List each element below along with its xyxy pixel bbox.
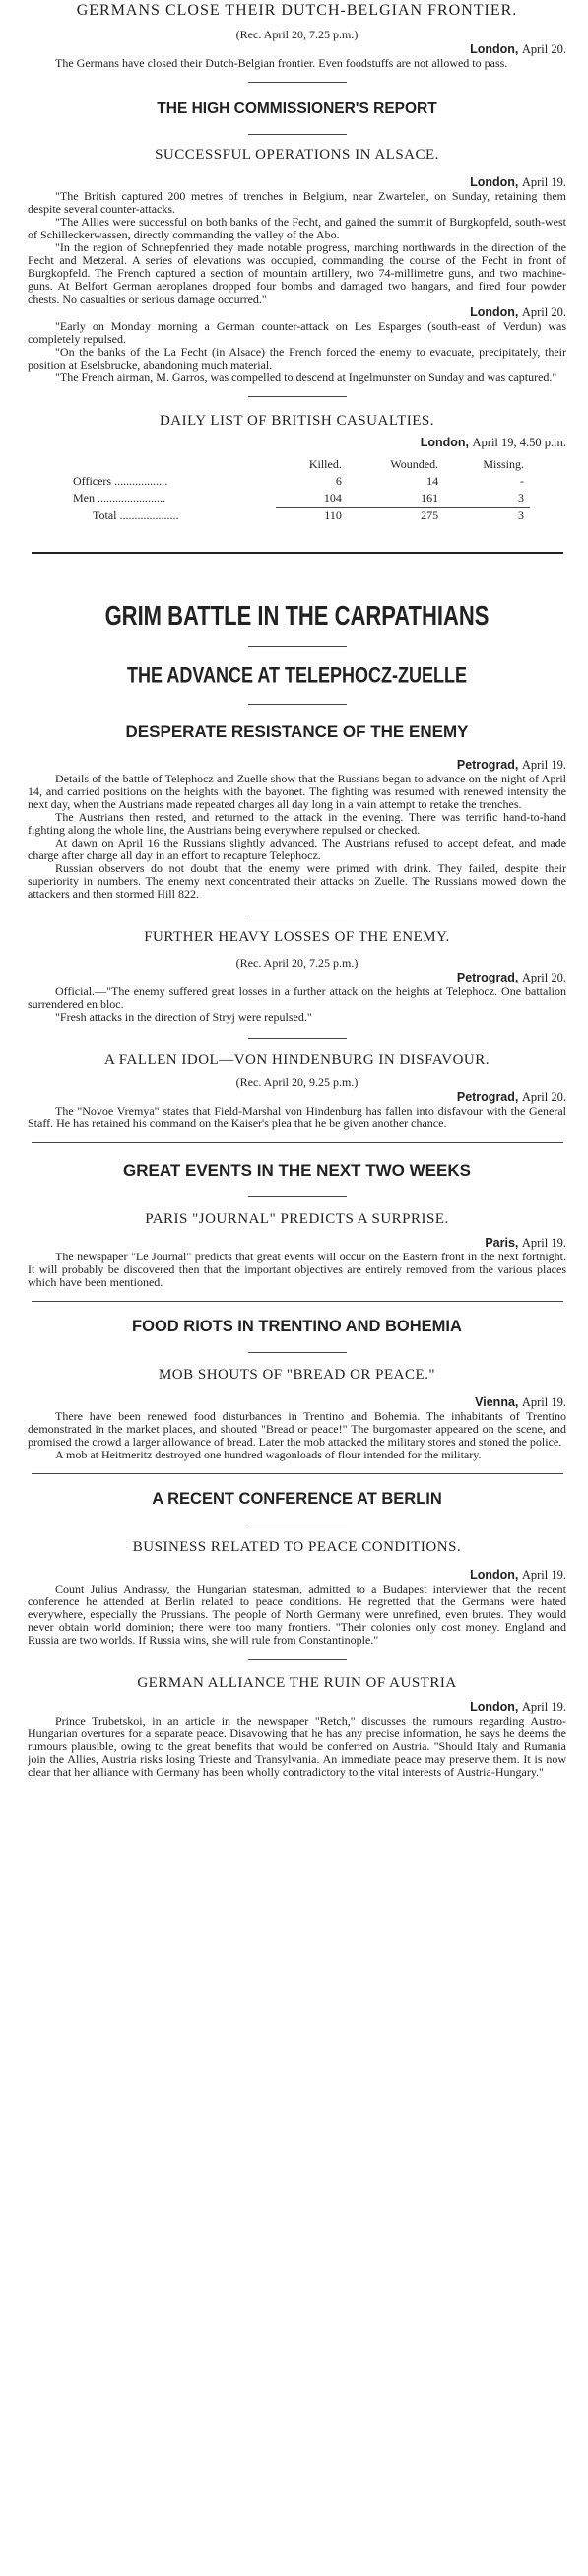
dateline-date: April 19, 4.50 p.m. — [472, 436, 566, 449]
article-title: GERMAN ALLIANCE THE RUIN OF AUSTRIA — [137, 1675, 457, 1691]
article-title: GERMANS CLOSE THEIR DUTCH-BELGIAN FRONTIER. — [76, 2, 518, 19]
article-headline: GRIM BATTLE IN THE CARPATHIANS — [104, 599, 490, 631]
table-row — [67, 473, 530, 490]
paragraph: The Austrians then rested, and returned to the attack in the evening. There was terrific hand-to-hand fighting along the whole line, the Austrians being everywhere repulsed or checked. — [28, 810, 566, 837]
article-subtitle: BUSINESS RELATED TO PEACE CONDITIONS. — [132, 1539, 462, 1555]
article-headline: GREAT EVENTS IN THE NEXT TWO WEEKS — [123, 1161, 471, 1180]
article-high-commissioner — [28, 101, 566, 384]
cell: 3 — [444, 490, 530, 508]
divider — [32, 1142, 563, 1143]
dateline-date: April 20. — [521, 971, 566, 984]
article-title: FURTHER HEAVY LOSSES OF THE ENEMY. — [144, 929, 450, 945]
cell: 6 — [335, 474, 342, 488]
article-further-losses — [28, 929, 566, 1024]
article-great-events — [28, 1161, 566, 1289]
casualty-table — [67, 456, 530, 524]
table-total-row — [67, 508, 530, 525]
article-title: A FALLEN IDOL—VON HINDENBURG IN DISFAVOUR. — [104, 1052, 490, 1068]
divider — [32, 1301, 563, 1302]
paragraph: Count Julius Andrassy, the Hungarian statesman, admitted to a Budapest interviewer that the recent conference he attended at Berlin related to peace conditions. He regretted that the Germans were hated everywhere, especially the Prussians. The people of North Germany were unrefined, even brutes. They would never obtain world dominion; there were too many frontiers. "Their colonies only cost money. England and Russia are two worlds. If Russia wins, she will rule from Constantinople." — [28, 1582, 566, 1647]
dateline — [28, 758, 566, 773]
dateline-date: April 19. — [521, 1236, 566, 1250]
dateline-date: April 19. — [521, 175, 566, 189]
paragraph: "In the region of Schnepfenried they made notable progress, marching northwards in the direction of the Fecht and Metzeral. A series of elevations was occupied, commanding the course of the Fecht in front of Burgkopfeld. The French captured a section of mountain artillery, two 74-millimetre guns, and two machine-guns. At Belfort German aeroplanes dropped four bombs and damaged two hangars, and fired four powder chests. No casualties or serious damage occurred." — [28, 240, 566, 305]
dateline-place: London, — [470, 1700, 519, 1714]
dateline-place: Vienna, — [475, 1395, 519, 1409]
paragraph: "The Allies were successful on both banks of the Fecht, and gained the summit of Burgkopfeld, south-west of Schilleckerwassen, directly commanding the valley of the Abo. — [28, 215, 566, 241]
paragraph: "The French airman, M. Garros, was compelled to descend at Ingelmunster on Sunday and was captured." — [55, 371, 557, 384]
dateline-date: April 19. — [521, 1395, 566, 1409]
article-title: DAILY LIST OF BRITISH CASUALTIES. — [159, 413, 435, 429]
article-headline: FOOD RIOTS IN TRENTINO AND BOHEMIA — [132, 1318, 462, 1335]
divider — [248, 1196, 347, 1197]
paragraph: "The British captured 200 metres of trenches in Belgium, near Zwartelen, on Sunday, retaining them despite several counter-attacks. — [28, 189, 566, 216]
dateline — [28, 1090, 566, 1105]
paragraph: Details of the battle of Telephocz and Zuelle show that the Russians began to advance on the night of April 14, and carried positions on the heights with the bayonet. The fighting was resumed with renewed intensity the next day, when the Austrians made repeated charges all day long in a vain attempt to retake the trenches. — [28, 772, 566, 811]
table-header-row — [67, 456, 530, 473]
dateline-place: London, — [470, 305, 519, 319]
cell: 110 — [324, 508, 342, 522]
article-subhead: DESPERATE RESISTANCE OF THE ENEMY — [125, 722, 469, 741]
divider — [32, 552, 563, 554]
cell: 104 — [276, 490, 348, 508]
article-carpathians — [28, 599, 566, 901]
dateline-place: London, — [470, 42, 519, 56]
paragraph: The "Novoe Vremya" states that Field-Marshal von Hindenburg has fallen into disfavour with the General Staff. He has retained his command on the Kaiser's plea that he be given another chance. — [28, 1104, 566, 1130]
article-headline: A RECENT CONFERENCE AT BERLIN — [152, 1490, 442, 1508]
divider — [248, 396, 347, 397]
dateline-date: April 19. — [521, 758, 566, 772]
dateline — [28, 436, 566, 450]
divider — [248, 704, 347, 705]
article-german-alliance — [28, 1675, 566, 1779]
paragraph: A mob at Heitmeritz destroyed one hundred wagonloads of flour intended for the military. — [55, 1448, 482, 1461]
dateline — [28, 1568, 566, 1583]
dateline-place: Petrograd, — [456, 971, 519, 984]
article-subtitle: SUCCESSFUL OPERATIONS IN ALSACE. — [155, 147, 439, 163]
paragraph: At dawn on April 16 the Russians slightly advanced. The Austrians refused to accept defeat, and made charge after charge all day in an effort to recapture Telephocz. — [28, 836, 566, 862]
dateline — [28, 971, 566, 985]
divider — [248, 1038, 347, 1039]
divider — [248, 646, 347, 647]
cell: 275 — [421, 508, 439, 522]
divider — [248, 82, 347, 83]
dateline-place: Petrograd, — [456, 758, 519, 772]
article-berlin-conference — [28, 1490, 566, 1647]
divider — [32, 1473, 563, 1474]
column-header: Killed. — [308, 457, 342, 471]
dateline-date: April 19. — [521, 1700, 566, 1714]
dateline-date: April 20. — [521, 1090, 566, 1104]
dateline — [28, 1236, 566, 1251]
paragraph: "Fresh attacks in the direction of Stryj were repulsed." — [55, 1010, 312, 1024]
dateline-place: London, — [470, 175, 519, 189]
paragraph: Russian observers do not doubt that the enemy were primed with drink. They failed, despite their superiority in numbers. The enemy next concentrated their attacks on Zuelle. The Russians mowed down the attackers and then stormed Hill 822. — [28, 861, 566, 901]
dateline-place: London, — [470, 1568, 519, 1582]
row-label: Officers .................. — [73, 474, 168, 488]
row-label: Total .................... — [93, 508, 179, 522]
cell: 3 — [518, 508, 524, 522]
dateline-date: April 20. — [521, 42, 566, 56]
paragraph: "Early on Monday morning a German counter-attack on Les Esparges (south-east of Verdun) was completely repulsed. — [28, 319, 566, 346]
dateline-place: Paris, — [485, 1236, 519, 1250]
paragraph: "On the banks of the La Fecht (in Alsace) the French forced the enemy to evacuate, precipitately, their position at Eselsbrucke, abandoning much material. — [28, 345, 566, 372]
dateline-place: London, — [420, 436, 470, 449]
cell: 14 — [426, 474, 439, 488]
article-title: THE HIGH COMMISSIONER'S REPORT — [157, 101, 437, 117]
received-time: (Rec. April 20, 7.25 p.m.) — [235, 28, 359, 41]
paragraph: The Germans have closed their Dutch-Belgian frontier. Even foodstuffs are not allowed to pass. — [55, 56, 508, 70]
article-casualties — [28, 413, 566, 524]
dateline — [28, 42, 566, 57]
paragraph: There have been renewed food disturbances in Trentino and Bohemia. The inhabitants of Trentino demonstrated in the market places, and shouted "Bread or peace!" The burgomaster appeared on the scene, and promised the crowd a larger allowance of bread. Later the mob attacked the military stores and stoned the police. — [28, 1409, 566, 1449]
cell: - — [520, 474, 524, 488]
article-hindenburg — [28, 1052, 566, 1130]
paragraph: Official.—"The enemy suffered great losses in a further attack on the heights at Telephocz. One battalion surrendered en bloc. — [28, 984, 566, 1011]
divider — [248, 1352, 347, 1353]
paragraph: The newspaper "Le Journal" predicts that great events will occur on the Eastern front in the next fortnight. It will probably be discovered then that the important objectives are entirely removed from the various places which have been mentioned. — [28, 1250, 566, 1289]
article-frontier — [28, 0, 566, 70]
divider — [248, 134, 347, 135]
dateline-place: Petrograd, — [456, 1090, 519, 1104]
column-header: Wounded. — [390, 457, 439, 471]
dateline — [28, 1395, 566, 1410]
dateline — [28, 305, 566, 320]
table-row — [67, 490, 530, 508]
divider — [248, 1659, 347, 1660]
article-subtitle: PARIS "JOURNAL" PREDICTS A SURPRISE. — [145, 1211, 449, 1227]
received-time: (Rec. April 20, 7.25 p.m.) — [235, 956, 359, 970]
dateline-date: April 19. — [521, 1568, 566, 1582]
cell: 161 — [348, 490, 444, 508]
dateline — [28, 175, 566, 190]
row-label: Men ....................... — [73, 491, 165, 506]
dateline-date: April 20. — [521, 305, 566, 319]
dateline — [28, 1700, 566, 1715]
received-time: (Rec. April 20, 9.25 p.m.) — [235, 1075, 359, 1089]
paragraph: Prince Trubetskoi, in an article in the newspaper "Retch," discusses the rumours regarding Austro-Hungarian overtures for a separate peace. Disavowing that he has any precise information, he says he deems the rumours plausible, owing to the great benefits that would be conferred on Austria. "Should Italy and Rumania join the Allies, Austria risks losing Trieste and Transylvania. An immediate peace may preserve them. It is now clear that her alliance with Germany has been wholly contradictory to the vital interests of Austria-Hungary." — [28, 1714, 566, 1779]
article-subhead: THE ADVANCE AT TELEPHOCZ-ZUELLE — [127, 662, 467, 688]
article-subtitle: MOB SHOUTS OF "BREAD OR PEACE." — [158, 1367, 436, 1383]
article-food-riots — [28, 1318, 566, 1461]
column-header: Missing. — [483, 457, 524, 471]
